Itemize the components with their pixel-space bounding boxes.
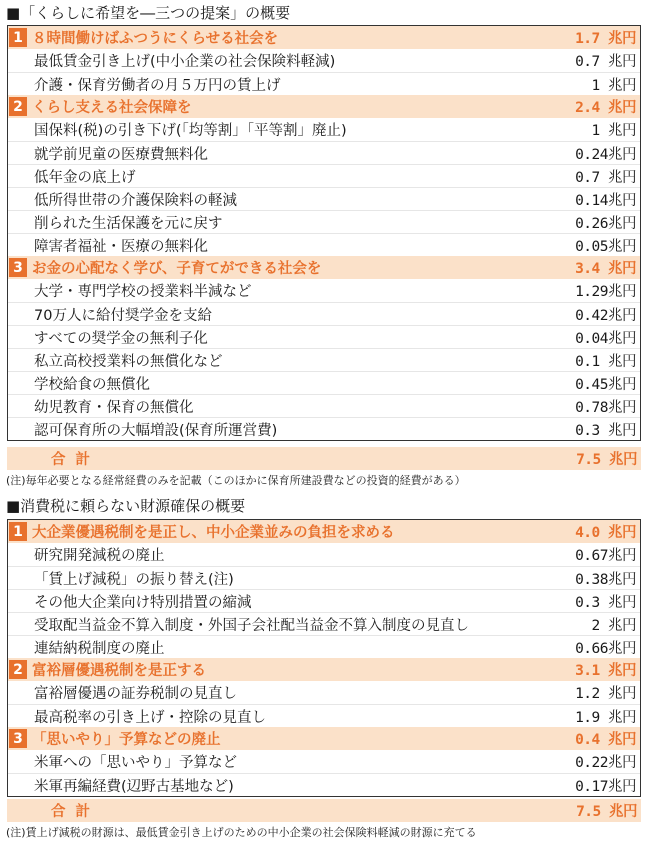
group-header xyxy=(8,727,640,750)
item-amount: 0.14兆円 xyxy=(575,192,636,209)
group-header xyxy=(8,95,640,118)
group-label: 「思いやり」予算などの廃止 xyxy=(32,732,221,748)
group-amount: 4.0 兆円 xyxy=(575,525,636,541)
table-row xyxy=(8,417,640,440)
item-label: 国保料(税)の引き下げ(「均等割」「平等割」廃止) xyxy=(34,123,347,139)
table-row xyxy=(8,233,640,256)
table-row xyxy=(8,141,640,164)
total-label: 合計 xyxy=(51,804,100,820)
item-label: 米軍再編経費(辺野古基地など) xyxy=(34,778,234,795)
item-label: すべての奨学金の無利子化 xyxy=(34,330,208,347)
table-row xyxy=(8,49,640,72)
table-row xyxy=(8,394,640,417)
table-row xyxy=(8,773,640,796)
section1-title: ■「くらしに希望を―三つの提案」の概要 xyxy=(6,4,291,22)
group-number-badge: 3 xyxy=(9,729,27,748)
item-amount: 0.67兆円 xyxy=(575,548,636,564)
item-amount: 1.2 兆円 xyxy=(575,686,636,702)
item-amount: 0.3 兆円 xyxy=(575,422,636,439)
item-label: その他大企業向け特別措置の縮減 xyxy=(34,594,252,611)
group-label: 大企業優遇税制を是正し、中小企業並みの負担を求める xyxy=(32,525,395,541)
item-label: 削られた生活保護を元に戻す xyxy=(34,215,223,232)
funding-total-row xyxy=(7,799,641,822)
group-number-badge: 2 xyxy=(9,97,27,116)
group-label: お金の心配なく学び、子育てができる社会を xyxy=(32,261,322,277)
item-label: 大学・専門学校の授業料半減など xyxy=(34,284,252,300)
table-row xyxy=(8,750,640,773)
total-label: 合計 xyxy=(51,452,100,468)
total-amount: 7.5 兆円 xyxy=(576,452,637,468)
table-row xyxy=(8,210,640,233)
item-label: 最高税率の引き上げ・控除の見直し xyxy=(34,709,266,726)
proposal-total-row xyxy=(7,447,641,470)
item-label: 就学前児童の医療費無料化 xyxy=(34,146,208,163)
table-row xyxy=(8,302,640,325)
funding-table xyxy=(7,519,641,797)
group-label: くらし支える社会保障を xyxy=(32,100,192,116)
table-row xyxy=(8,72,640,95)
group-number-badge: 1 xyxy=(9,28,27,47)
item-label: 受取配当益金不算入制度・外国子会社配当益金不算入制度の見直し xyxy=(34,617,469,634)
table-row xyxy=(8,543,640,566)
group-header xyxy=(8,520,640,543)
group-number-badge: 2 xyxy=(9,660,27,679)
group-header xyxy=(8,26,640,49)
section2-note: (注)賃上げ減税の財源は、最低賃金引き上げのための中小企業の社会保険料軽減の財源に充てる xyxy=(6,826,477,839)
item-amount: 1 兆円 xyxy=(591,77,636,94)
item-amount: 0.04兆円 xyxy=(575,330,636,347)
item-amount: 0.3 兆円 xyxy=(575,594,636,611)
proposal-table xyxy=(7,25,641,441)
item-label: 米軍への「思いやり」予算など xyxy=(34,755,237,771)
item-amount: 0.05兆円 xyxy=(575,238,636,255)
table-row xyxy=(8,371,640,394)
table-row xyxy=(8,612,640,635)
group-number-badge: 1 xyxy=(9,522,27,541)
item-amount: 0.38兆円 xyxy=(575,571,636,588)
item-amount: 0.1 兆円 xyxy=(575,353,636,370)
item-label: 「賃上げ減税」の振り替え(注) xyxy=(34,571,234,588)
group-number-badge: 3 xyxy=(9,258,27,277)
item-label: 私立高校授業料の無償化など xyxy=(34,353,223,370)
item-label: 低年金の底上げ xyxy=(34,169,136,186)
item-label: 介護・保育労働者の月５万円の賃上げ xyxy=(34,77,281,94)
item-amount: 0.78兆円 xyxy=(575,399,636,416)
item-label: 連結納税制度の廃止 xyxy=(34,640,165,657)
item-amount: 0.17兆円 xyxy=(575,778,636,795)
item-label: 富裕層優遇の証券税制の見直し xyxy=(34,686,237,702)
item-label: 学校給食の無償化 xyxy=(34,376,150,393)
item-amount: 0.24兆円 xyxy=(575,146,636,163)
group-label: ８時間働けばふつうにくらせる社会を xyxy=(32,31,279,47)
table-row xyxy=(8,164,640,187)
table-row xyxy=(8,635,640,658)
group-header xyxy=(8,256,640,279)
table-row xyxy=(8,704,640,727)
item-amount: 1.29兆円 xyxy=(575,284,636,300)
item-label: 障害者福祉・医療の無料化 xyxy=(34,238,208,255)
item-amount: 0.7 兆円 xyxy=(575,54,636,70)
total-amount: 7.5 兆円 xyxy=(576,804,637,820)
item-amount: 1.9 兆円 xyxy=(575,709,636,726)
item-label: 最低賃金引き上げ(中小企業の社会保険料軽減) xyxy=(34,54,336,70)
group-amount: 2.4 兆円 xyxy=(575,100,636,116)
group-amount: 1.7 兆円 xyxy=(575,31,636,47)
group-amount: 3.4 兆円 xyxy=(575,261,636,277)
section1-note: (注)毎年必要となる経常経費のみを記載（このほかに保育所建設費などの投資的経費がある） xyxy=(6,474,466,487)
group-amount: 0.4 兆円 xyxy=(575,732,636,748)
table-row xyxy=(8,348,640,371)
table-row xyxy=(8,187,640,210)
item-label: 認可保育所の大幅増設(保育所運営費) xyxy=(34,422,278,439)
item-amount: 0.7 兆円 xyxy=(575,169,636,186)
item-label: 70万人に給付奨学金を支給 xyxy=(34,307,212,324)
group-header xyxy=(8,658,640,681)
item-amount: 0.66兆円 xyxy=(575,640,636,657)
item-amount: 0.42兆円 xyxy=(575,307,636,324)
table-row xyxy=(8,681,640,704)
item-label: 幼児教育・保育の無償化 xyxy=(34,399,194,416)
item-amount: 0.22兆円 xyxy=(575,755,636,771)
item-amount: 0.26兆円 xyxy=(575,215,636,232)
item-amount: 0.45兆円 xyxy=(575,376,636,393)
item-label: 低所得世帯の介護保険料の軽減 xyxy=(34,192,237,209)
section2-title: ■消費税に頼らない財源確保の概要 xyxy=(6,497,246,515)
table-row xyxy=(8,566,640,589)
group-amount: 3.1 兆円 xyxy=(575,663,636,679)
table-row xyxy=(8,118,640,141)
table-row xyxy=(8,589,640,612)
item-amount: 1 兆円 xyxy=(591,123,636,139)
item-label: 研究開発減税の廃止 xyxy=(34,548,165,564)
table-row xyxy=(8,279,640,302)
group-label: 富裕層優遇税制を是正する xyxy=(32,663,206,679)
item-amount: 2 兆円 xyxy=(591,617,636,634)
table-row xyxy=(8,325,640,348)
